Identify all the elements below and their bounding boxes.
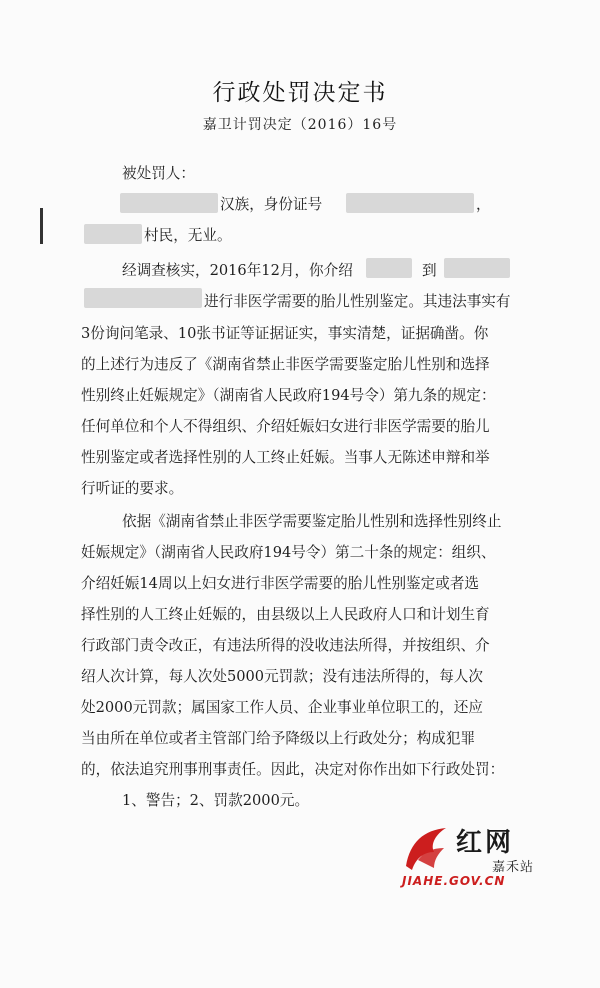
body-line-13: 妊娠规定》（湖南省人民政府194号令）第二十条的规定：组织、 xyxy=(81,544,496,561)
occupation-text: 村民，无业。 xyxy=(144,227,232,244)
penalized-party-label: 被处罚人： xyxy=(122,165,195,182)
body-line-10: 性别鉴定或者选择性别的人工终止妊娠。当事人无陈述申辩和举 xyxy=(81,449,490,466)
body-line-16: 行政部门责令改正，有违法所得的没收违法所得，并按组织、介 xyxy=(81,637,490,654)
watermark-name: 红网 xyxy=(456,828,515,858)
body-line-17: 绍人次计算，每人次处5000元罚款；没有违法所得的，每人次 xyxy=(81,668,483,685)
site-watermark xyxy=(400,822,560,892)
penalty-items: 1、警告；2、罚款2000元。 xyxy=(122,792,310,809)
investigation-text: 经调查核实，2016年12月，你介绍 xyxy=(122,262,353,279)
body-line-12: 依据《湖南省禁止非医学需要鉴定胎儿性别和选择性别终止 xyxy=(122,513,502,530)
body-line-19: 当由所在单位或者主管部门给予降级以上行政处分；构成犯罪 xyxy=(81,730,476,747)
redacted-person xyxy=(366,258,412,278)
to-text: 到 xyxy=(422,262,437,279)
document-title: 行政处罚决定书 xyxy=(212,80,388,106)
redacted-clinic xyxy=(84,288,202,308)
ethnicity-id-text: 汉族，身份证号 xyxy=(220,196,323,213)
redacted-id-number xyxy=(346,193,474,213)
id-punct: ， xyxy=(476,196,491,213)
body-line-6: 3份询问笔录、10张书证等证据证实，事实清楚，证据确凿。你 xyxy=(81,325,489,342)
binding-mark xyxy=(40,208,43,244)
watermark-station: 嘉禾站 xyxy=(492,860,535,875)
body-line-9: 任何单位和个人不得组织、介绍妊娠妇女进行非医学需要的胎儿 xyxy=(81,418,490,435)
body-line-7: 的上述行为违反了《湖南省禁止非医学需要鉴定胎儿性别和选择 xyxy=(81,356,490,373)
body-line-20: 的，依法追究刑事刑事责任。因此，决定对你作出如下行政处罚： xyxy=(81,761,505,778)
redacted-address xyxy=(84,224,142,244)
hongwang-logo-icon xyxy=(400,822,454,876)
watermark-url: JIAHE.GOV.CN xyxy=(402,874,506,888)
body-line-15: 择性别的人工终止妊娠的，由县级以上人民政府人口和计划生育 xyxy=(81,606,490,623)
body-line-5: 进行非医学需要的胎儿性别鉴定。其违法事实有 xyxy=(204,293,511,310)
document-number: 嘉卫计罚决定（2016）16号 xyxy=(202,117,398,133)
body-line-11: 行听证的要求。 xyxy=(81,480,184,497)
redacted-place xyxy=(444,258,510,278)
body-line-8: 性别终止妊娠规定》（湖南省人民政府194号令）第九条的规定： xyxy=(81,387,496,404)
body-line-14: 介绍妊娠14周以上妇女进行非医学需要的胎儿性别鉴定或者选 xyxy=(81,575,480,592)
redacted-name xyxy=(120,193,218,213)
body-line-18: 处2000元罚款；属国家工作人员、企业事业单位职工的，还应 xyxy=(81,699,483,716)
